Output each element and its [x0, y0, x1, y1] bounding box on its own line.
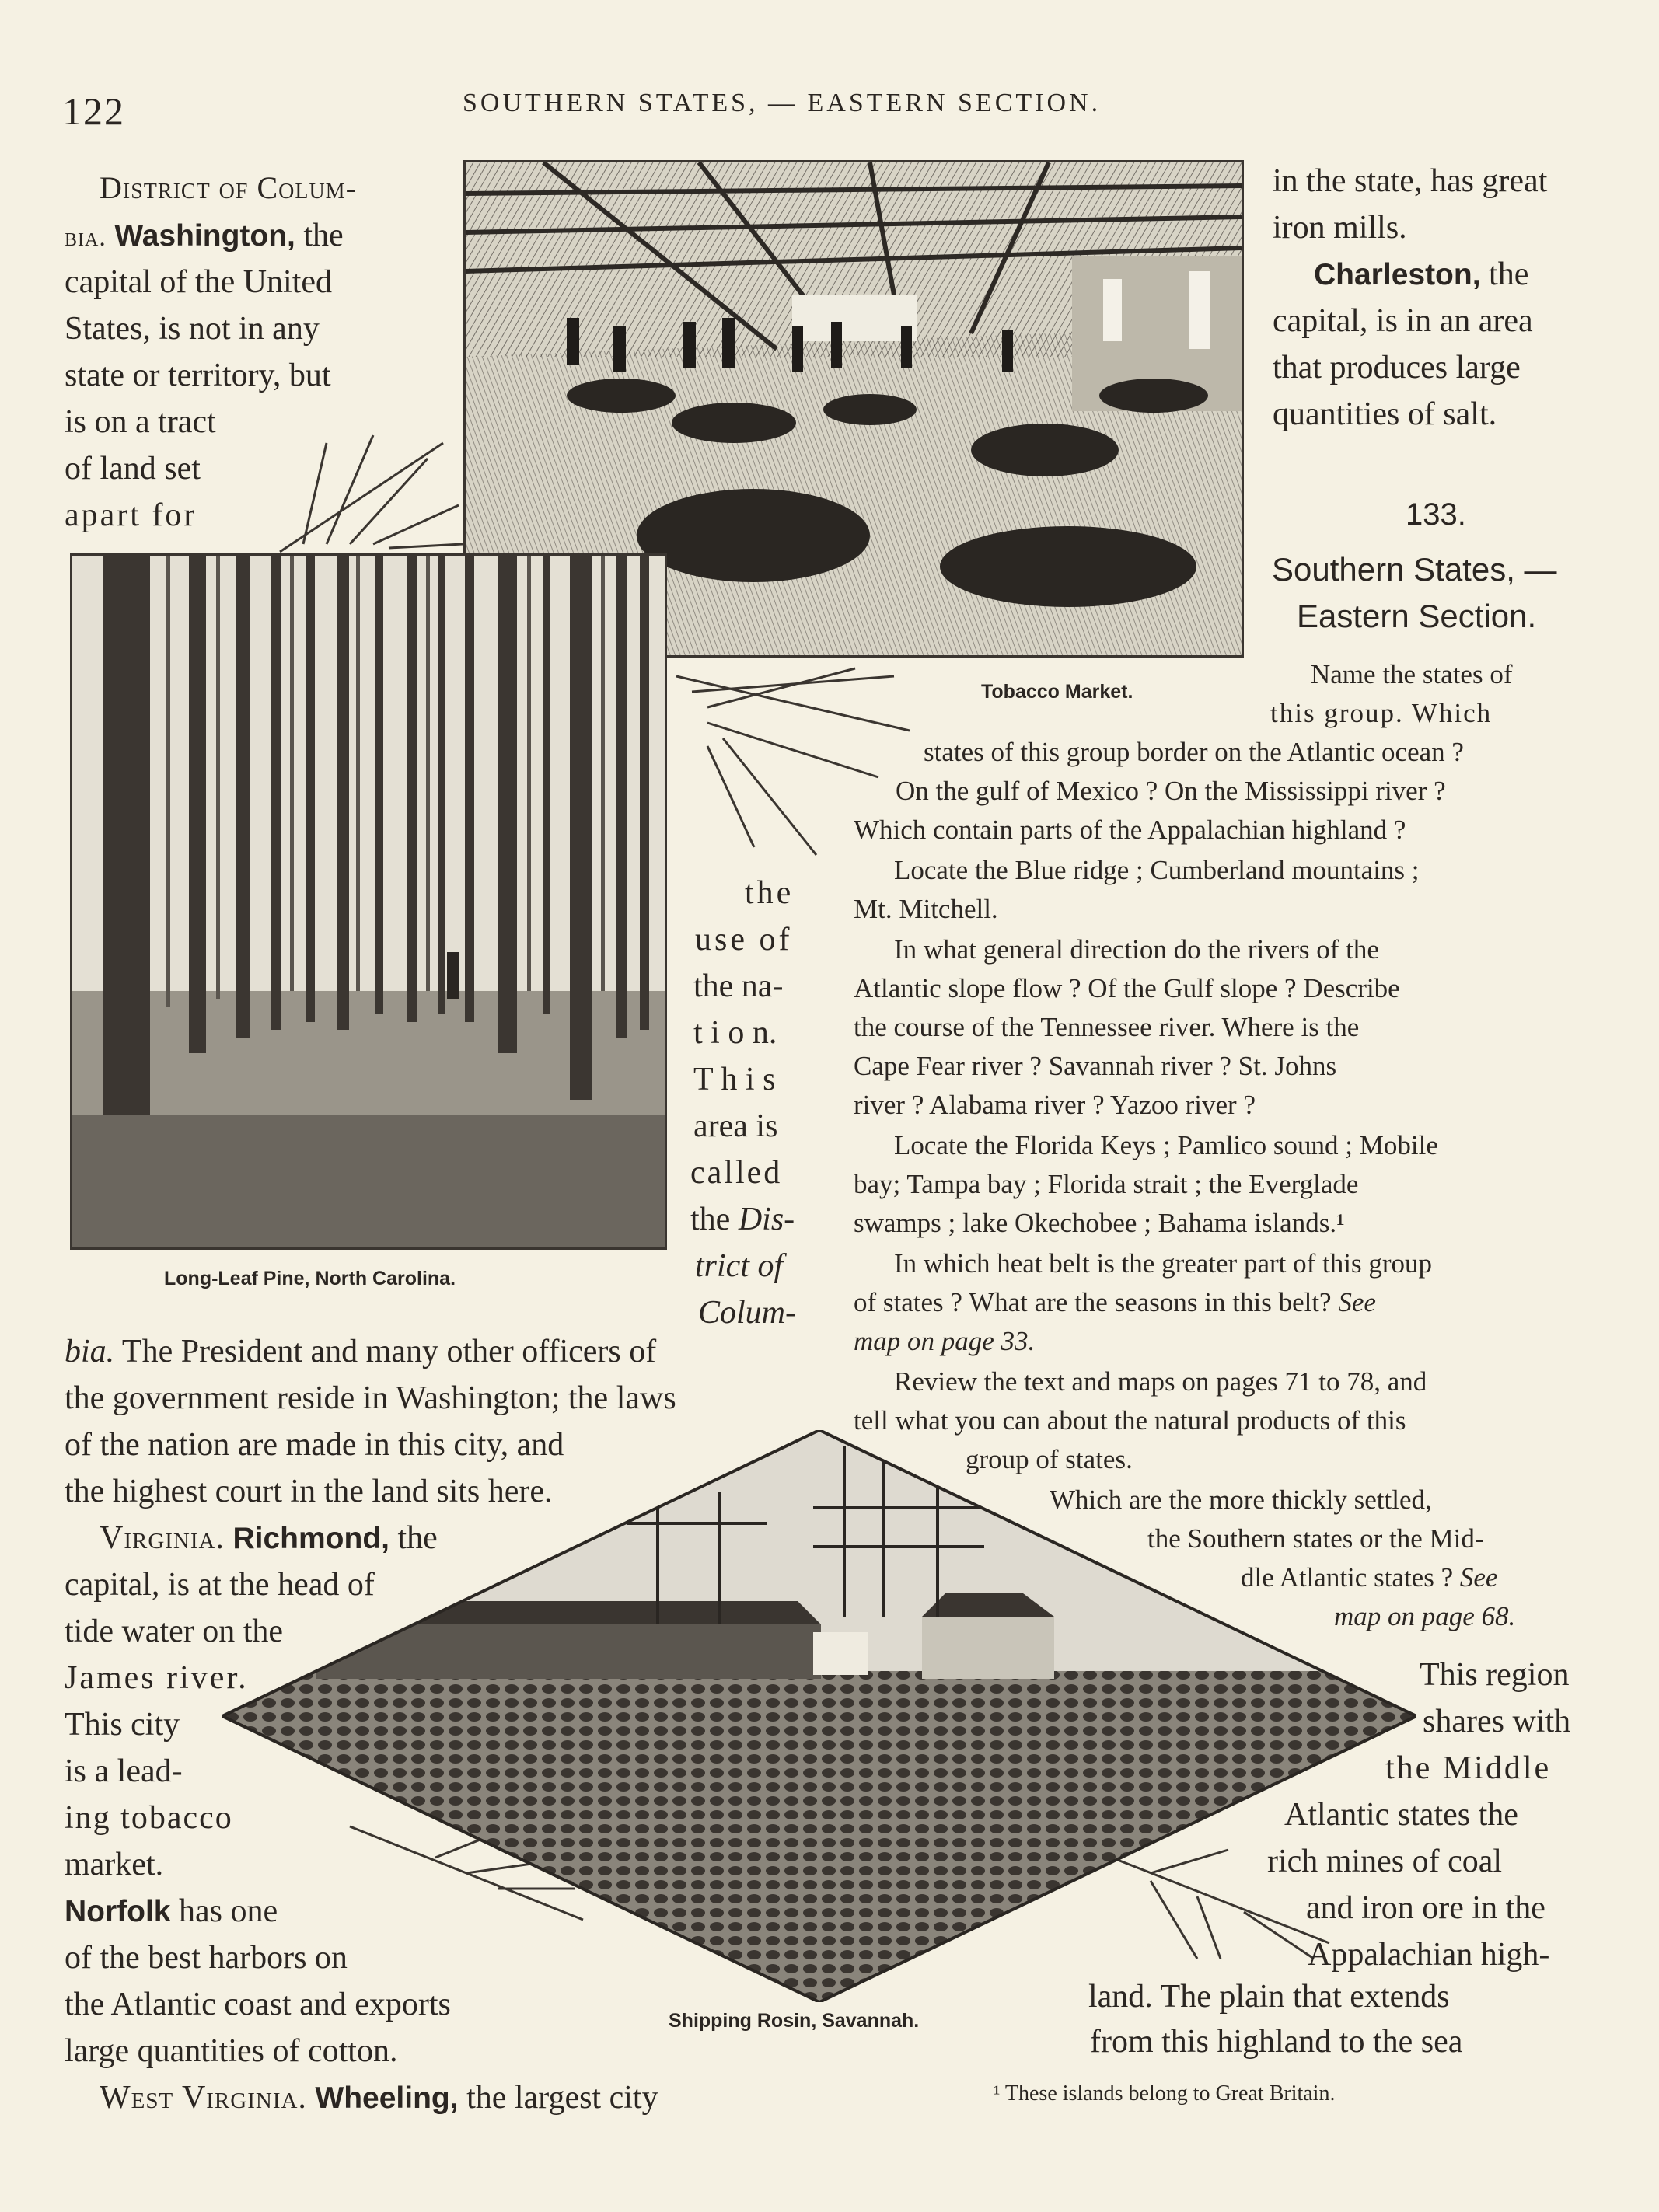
section-number: 133.	[1406, 497, 1466, 532]
charleston-line: that produces large	[1273, 350, 1521, 386]
dc-line: of land set	[65, 451, 201, 487]
norfolk-line: large quantities of cotton.	[65, 2033, 398, 2069]
virginia-line: capital, is at the head of	[65, 1567, 375, 1603]
virginia-line: James river.	[65, 1660, 249, 1696]
shipping-rosin-caption: Shipping Rosin, Savannah.	[669, 2010, 920, 2032]
norfolk-city: Norfolk	[65, 1895, 171, 1928]
question-line: of states ? What are the seasons in this belt?	[854, 1287, 1332, 1317]
question-line: Name the states of	[1311, 659, 1513, 689]
closing-line: This region	[1420, 1657, 1570, 1693]
dc-narrow-line: use of	[695, 922, 793, 958]
section-title-1: Southern States, —	[1272, 551, 1557, 588]
dc-full-italic: bia.	[65, 1334, 115, 1369]
closing-line: and iron ore in the	[1306, 1890, 1545, 1926]
question-line: Atlantic slope flow ? Of the Gulf slope ? Describe	[854, 973, 1400, 1003]
closing-line: land. The plain that extends	[1088, 1979, 1450, 2015]
question-line: tell what you can about the natural products of this	[854, 1405, 1406, 1436]
dc-narrow-line-italic: Dis-	[738, 1202, 795, 1237]
dc-narrow-line-italic: trict of	[695, 1248, 784, 1284]
page-number: 122	[62, 89, 125, 133]
dc-narrow-line: T h i s	[693, 1062, 776, 1097]
question-line: Cape Fear river ? Savannah river ? St. Johns	[854, 1051, 1337, 1081]
virginia-line: market.	[65, 1847, 164, 1882]
question-line: this group. Which	[1270, 698, 1493, 728]
west-virginia-line: the largest city	[458, 2080, 658, 2116]
dc-heading: District of Colum-	[100, 170, 357, 205]
dc-narrow-line: the	[745, 875, 795, 911]
dc-narrow-line: area is	[693, 1108, 778, 1144]
closing-line: the Middle	[1385, 1750, 1552, 1786]
question-line: Mt. Mitchell.	[854, 894, 998, 924]
running-title: SOUTHERN STATES, — EASTERN SECTION.	[463, 89, 1102, 117]
closing-line: Atlantic states the	[1284, 1797, 1518, 1833]
virginia-line: tide water on the	[65, 1614, 284, 1649]
dc-line: capital of the United	[65, 264, 333, 300]
question-line: swamps ; lake Okechobee ; Bahama islands.¹	[854, 1208, 1345, 1238]
question-ref: map on page 33.	[854, 1326, 1036, 1356]
charleston-line: quantities of salt.	[1273, 396, 1497, 432]
dc-narrow-line-italic: Colum-	[698, 1295, 796, 1331]
question-line: Which contain parts of the Appalachian highland ?	[854, 815, 1406, 845]
question-line: river ? Alabama river ? Yazoo river ?	[854, 1090, 1256, 1120]
dc-full-line: The President and many other officers of	[114, 1334, 657, 1369]
dc-full-line: the government reside in Washington; the laws	[65, 1380, 676, 1416]
question-ref: See	[1459, 1562, 1498, 1593]
dc-full-line: the highest court in the land sits here.	[65, 1474, 553, 1509]
question-line: group of states.	[966, 1444, 1133, 1474]
dc-narrow-line: called	[690, 1155, 783, 1191]
norfolk-line: the Atlantic coast and exports	[65, 1987, 451, 2022]
charleston-line: capital, is in an area	[1273, 303, 1533, 339]
question-line: In what general direction do the rivers of the	[894, 934, 1379, 965]
question-line: Review the text and maps on pages 71 to 78, and	[894, 1366, 1427, 1397]
question-line: In which heat belt is the greater part of this group	[894, 1248, 1433, 1279]
virginia-line: ing tobacco	[65, 1800, 233, 1836]
richmond-city: Richmond,	[232, 1522, 389, 1555]
question-ref: See	[1338, 1287, 1376, 1317]
virginia-heading: Virginia.	[100, 1520, 225, 1556]
question-line: dle Atlantic states ?	[1241, 1562, 1454, 1593]
dc-heading-continued: bia.	[65, 223, 107, 252]
question-line: Locate the Florida Keys ; Pamlico sound ; Mobile	[894, 1130, 1438, 1160]
virginia-line: the	[389, 1520, 438, 1556]
dc-narrow-line: the na-	[693, 968, 784, 1004]
question-line: the Southern states or the Mid-	[1147, 1523, 1484, 1554]
virginia-line: is a lead-	[65, 1753, 183, 1789]
shipping-rosin-illustration	[222, 1430, 1416, 2002]
question-line: states of this group border on the Atlantic ocean ?	[924, 737, 1464, 767]
dc-line: apart for	[65, 497, 197, 533]
question-line: On the gulf of Mexico ? On the Mississippi river ?	[896, 776, 1446, 806]
footnote: ¹ These islands belong to Great Britain.	[994, 2081, 1336, 2106]
long-leaf-pine-caption: Long-Leaf Pine, North Carolina.	[164, 1268, 456, 1289]
question-line: the course of the Tennessee river. Where is the	[854, 1012, 1360, 1042]
closing-line: shares with	[1423, 1704, 1571, 1739]
dc-line: is on a tract	[65, 404, 216, 440]
dc-narrow-line: the	[690, 1202, 739, 1237]
norfolk-line: of the best harbors on	[65, 1940, 348, 1976]
right-top-line: in the state, has great	[1273, 163, 1548, 199]
closing-line: from this highland to the sea	[1090, 2024, 1463, 2060]
palm-frond-top-decoration	[257, 412, 466, 560]
dc-full-line: of the nation are made in this city, and	[65, 1427, 564, 1463]
question-line: bay; Tampa bay ; Florida strait ; the Everglade	[854, 1169, 1359, 1199]
question-line: Which are the more thickly settled,	[1050, 1485, 1432, 1515]
closing-line: Appalachian high-	[1308, 1937, 1550, 1973]
dc-line-1-tail: the	[295, 218, 344, 253]
section-title-2: Eastern Section.	[1297, 598, 1537, 634]
charleston-line: the	[1480, 256, 1529, 292]
dc-line: state or territory, but	[65, 358, 331, 393]
long-leaf-pine-illustration	[70, 553, 667, 1250]
question-ref: map on page 68.	[1334, 1601, 1516, 1631]
question-line: Locate the Blue ridge ; Cumberland mountains ;	[894, 855, 1420, 885]
right-top-line: iron mills.	[1273, 210, 1407, 246]
washington-city: Washington,	[114, 219, 295, 253]
west-virginia-heading: West Virginia.	[100, 2080, 307, 2116]
charleston-city: Charleston,	[1314, 258, 1481, 291]
tobacco-market-caption: Tobacco Market.	[981, 681, 1133, 703]
norfolk-line: has one	[170, 1893, 278, 1929]
virginia-line: This city	[65, 1707, 180, 1743]
dc-narrow-line: t i o n.	[693, 1015, 777, 1051]
wheeling-city: Wheeling,	[315, 2081, 459, 2115]
dc-line: States, is not in any	[65, 311, 320, 347]
closing-line: rich mines of coal	[1267, 1844, 1503, 1879]
